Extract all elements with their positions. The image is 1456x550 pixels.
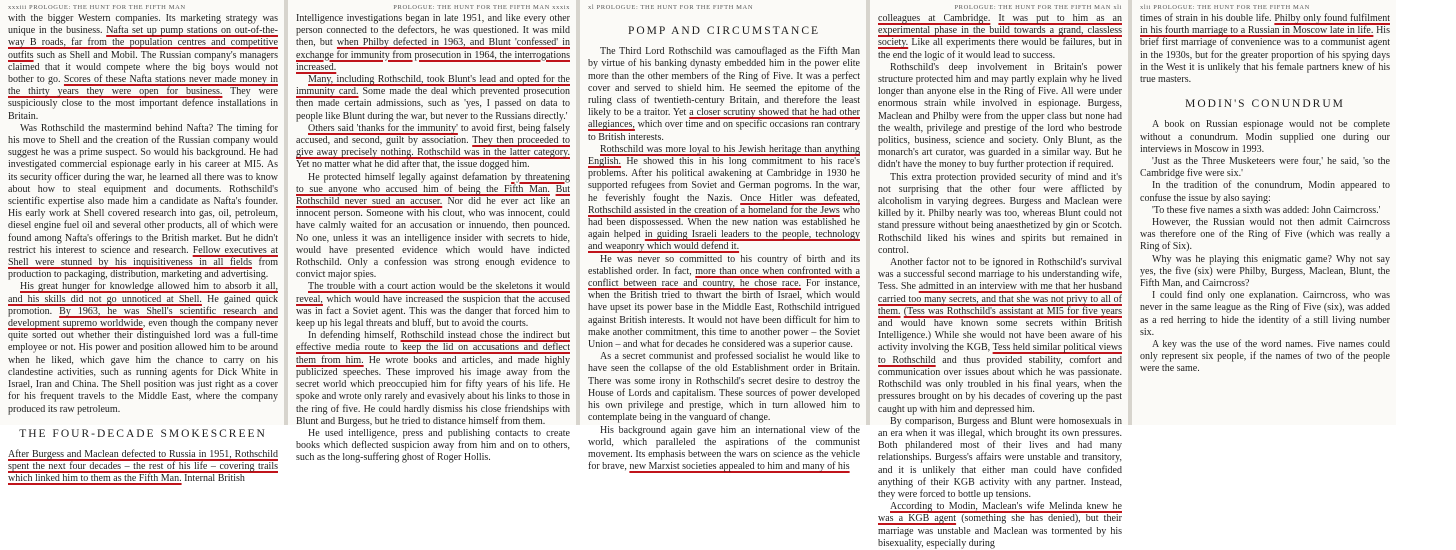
paragraph [1140, 205, 1390, 217]
text-run: His brief first marriage of convenience was to a communist agent in the 1930s, but for the greater proportion of his spying days in the West it is unlikely that his female partners knew of his true masters. [1140, 25, 1390, 86]
running-header: xxxiii PROLOGUE: THE HUNT FOR THE FIFTH MAN [8, 4, 186, 11]
page-xli [870, 0, 1128, 549]
paragraph [878, 257, 1122, 416]
paragraph [8, 13, 278, 123]
paragraph [1140, 119, 1390, 156]
text-run: As a secret communist and professed socialist he would like to have seen the collapse of the old Establishment order in Britain. There was some irony in Rothschild's secret desire to destroy the House of Lords and capitalism. These sources of power developed his own privilege and prestige, which in turn allowed him to contemplate being in the vanguard of change. [588, 351, 860, 424]
text-run: The Third Lord Rothschild was camouflaged as the Fifth Man by virtue of his banking dynasty embedded him in the power elite more than the other members of the Ring of Five. It was a perfect cover and served to shield him. He seemed the epitome of the ruling class of twentieth-century Britain, and therefore the least likely to be a traitor. Yet [588, 46, 860, 119]
text-run: In defending himself, [308, 330, 401, 342]
underlined-passage: His great hunger for knowledge allowed him to absorb it all, and his skills did not go unnoticed at Shell. [8, 281, 278, 305]
text-run: such as Shell and Mobil. The Russian company's managers claimed that it would compete where the big boys would not bother to go. [8, 49, 278, 86]
underlined-passage: Fellow executives at Shell were stunned by his inquisitiveness in all fields [8, 244, 278, 269]
underlined-passage: The trouble with a court action would be the skeletons it would reveal, [296, 281, 570, 305]
text-run: , even though the company never quite sorted out whether their distinguished lord was a full-time employee or not. His power and position allowed him to be around when he liked, which gave him the chance to carry on his clandestine activities, such as running agents for Dick White in Israel, Iran and China. The Shell position was just right as a cover for his frequent travels to the Middle East, where the company produced its raw petroleum. [8, 318, 279, 415]
page-text [878, 13, 1122, 550]
underlined-passage: admitted in an interview with me that her husband carried too many secrets, and that she was not privy to all of them. [878, 281, 1123, 317]
text-run: Rothschild's deep involvement in Britain's power structure protected him and may partly explain why he lived longer than anyone else in the Ring of Five. All were under enormous strain while involved in espionage. Burgess, Maclean and Philby were from the upper class but none had the wealth, privilege and prestige of the lord who bestrode politics, business, science and society. Only Blunt, as the monarch's art curator, was guarded in a similar way. But he didn't have the money to buy further protection if required. [878, 61, 1122, 171]
section-heading: POMP AND CIRCUMSTANCE [627, 25, 821, 37]
text-run: (something she has denied), but their marriage was unstable and Maclean was tormented by his bisexuality, especially during [878, 513, 1122, 549]
paragraph [878, 416, 1122, 501]
paragraph [1140, 254, 1390, 291]
paragraph [296, 428, 570, 465]
text-run: A key was the use of the word names. Five names could only represent six people, if the names of two of the people were the same. [1140, 339, 1390, 375]
text-run: Yet no matter what he did after that, the issue dogged him. [296, 159, 530, 171]
underlined-passage: By 1963, he was Shell's scientific research and development supremo worldwide [8, 305, 278, 330]
text-run: He was never so committed to his country of birth and its established order. In fact, [588, 253, 860, 277]
text-run: and thus provided stability, comfort and communication over issues about which he was passionate. Rothschild was only troubled in his final years, when the pressures brought on by his decades of covering up the past caught up with him and depressed him. [878, 354, 1122, 415]
section-heading: THE FOUR-DECADE SMOKESCREEN [19, 427, 267, 440]
text-run: from production to packaging, distribution, marketing and advertising. [8, 257, 278, 281]
paragraph [588, 144, 860, 254]
paragraph [878, 172, 1122, 257]
paragraph [588, 425, 860, 474]
text-run: Intelligence investigations began in late 1951, and like every other person connected to the defectors, he was questioned. It was mild then, but [296, 13, 570, 49]
page-xlii [1132, 0, 1396, 425]
running-header: xl PROLOGUE: THE HUNT FOR THE FIFTH MAN [588, 4, 754, 11]
underlined-passage: by threatening to sue anyone who accused him of being the Fifth Man. [296, 171, 571, 195]
underlined-passage: After Burgess and Maclean defected to Russia in 1951, Rothschild spent the next four decades – the rest of his life – covering trails which linked him to them as the Fifth Man. [8, 448, 278, 485]
paragraph [878, 62, 1122, 172]
paragraph [1140, 13, 1390, 86]
underlined-passage: more than once when confronted with a conflict between race and country, he chose race. [588, 265, 860, 290]
page-text [1140, 13, 1390, 376]
text-run: with the bigger Western companies. Its marketing strategy was unique in the business. [8, 13, 278, 37]
text-run: Internal British [181, 473, 245, 485]
underlined-passage: According to Modin, Maclean's wife Melinda knew he was a KGB agent [878, 501, 1122, 525]
paragraph [8, 123, 278, 282]
paragraph [1140, 217, 1390, 254]
text-run: He showed this in his long commitment to his race's problems. After his political awakening at Cambridge in 1930 he supported refugees from Soviet and German pogroms. In the war, he feverishly fought the Nazis. [588, 156, 860, 204]
text-run: 'Just as the Three Musketeers were four,' he said, 'so the Cambridge five were six.' [1140, 156, 1390, 180]
paragraph [1140, 156, 1390, 180]
text-run: Another factor not to be ignored in Rothschild's survival was a successful second marriage to his understanding wife, Tess. She [878, 257, 1122, 293]
underlined-passage: colleagues at Cambridge. [878, 13, 991, 24]
underlined-passage: Others said 'thanks for the immunity' [308, 122, 458, 134]
section-heading: MODIN'S CONUNDRUM [1185, 98, 1345, 111]
paragraph [8, 449, 278, 486]
underlined-passage: Scores of these Nafta stations never made money in the thirty years they were open for business. [8, 74, 278, 98]
underlined-passage: It was put to him as an experimental phase in the build towards a grand, classless society. [878, 13, 1122, 49]
underlined-passage: new Marxist societies appealed to him and many of his [629, 461, 850, 473]
text-run: Like all experiments there would be failures, but in the end the logic of it would lead to success. [878, 37, 1122, 61]
underlined-passage: Rothschild instead chose the indirect but effective media route to keep the lid on accusations and deflect them from him. [296, 330, 571, 366]
underlined-passage: a closer scrutiny showed that he had other allegiances, [588, 107, 860, 131]
underlined-passage: (Tess was Rothschild's assistant at MI5 for five years [903, 305, 1122, 317]
paragraph [588, 351, 860, 424]
underlined-passage: But Rothschild never sued an accuser. [296, 183, 571, 208]
text-run: Some made the deal which prevented prosecution then made certain admissions, such as 'yes, I passed on data to people like Blunt during the war, but never to the Russians directly.' [296, 86, 570, 122]
paragraph [8, 281, 278, 415]
paragraph [296, 123, 570, 172]
paragraph [878, 13, 1122, 62]
paragraph [878, 501, 1122, 550]
underlined-passage: in guiding Israeli leaders to the people, technology and weaponry which would defend it. [588, 229, 860, 253]
text-run: In the tradition of the conundrum, Modin appeared to confuse the issue by also saying: [1140, 180, 1390, 204]
underlined-passage: Tess held similar political views to Rothschild [878, 342, 1122, 366]
text-run: His background again gave him an international view of the world, which paralleled the aspirations of the communist movement. Its emphasis between the wars on science as the vehicle for brave, [588, 424, 860, 473]
text-run: Nor did he ever act like an innocent person. Someone with his clout, who was innocent, could have calmly waited for an accusation or innuendo, then pounced. No one, unless it was an intelligence insider with secrets to hide, would have presented evidence which would have indicted Rothschild. Only a confession was strong enough evidence to convict major spies. [296, 196, 570, 281]
page-xxxix [288, 0, 576, 464]
paragraph [1140, 339, 1390, 376]
underlined-passage: They then proceeded to give away precisely nothing. Rothschild was in the latter category. [296, 135, 570, 159]
page-text [296, 13, 570, 465]
text-run: which would have increased the suspicion that the accused was in fact a Soviet agent. This was the danger that forced him to keep up his legal threats and bluff, but to avoid the courts. [296, 293, 570, 330]
paragraph [1140, 290, 1390, 339]
running-header: PROLOGUE: THE HUNT FOR THE FIFTH MAN xxxix [393, 4, 570, 11]
text-run: He gained quick promotion. [8, 293, 278, 317]
paragraph [296, 74, 570, 123]
underlined-passage: Once Hitler was defeated, Rothschild assisted in the creation of a homeland for the Jews [588, 192, 860, 216]
running-header: xlii PROLOGUE: THE HUNT FOR THE FIFTH MAN [1140, 4, 1310, 11]
paragraph [588, 254, 860, 352]
underlined-passage: Rothschild was more loyal to his Jewish heritage than anything English. [588, 143, 860, 168]
text-run: This extra protection provided security of mind and it's not surprising that the other four were afflicted by alcoholism in varying degrees. Burgess and Maclean were killed by it. Philby nearly was too, whereas Blunt could not stand pressure without being anaesthetized by gin or Scotch. Rothschild liked his wines and spirits but remained in control. [878, 171, 1122, 256]
text-run: A book on Russian espionage would not be complete without a conundrum. Modin supplied one during our interviews in Moscow in 1993. [1140, 119, 1390, 155]
text-run: He wrote books and articles, and made highly publicized speeches. These improved his image away from the secret world which preoccupied him for fifty years of his life. He spoke and wrote only rarely and evasively about his links to those in the ring of five. He could hardly dismiss his close friendships with Blunt and Burgess, but he tried to distance himself from them. [296, 354, 570, 427]
text-run: He protected himself legally against defamation [308, 171, 512, 183]
text-run: who had been dispossessed. When the new nation was established he again helped [588, 204, 860, 241]
text-run: which over time and on specific occasions ran contrary to British interests. [588, 119, 860, 143]
text-run: I could find only one explanation. Cairncross, who was never in the same league as the Ring of Five (six), was added as a red herring to hide the identity of a still living number six. [1140, 290, 1390, 338]
text-run: Was Rothschild the mastermind behind Nafta? The timing for his move to Shell and the creation of the Russian company would suggest he was a prime suspect. So would his background. He had investigated commercial espionage early in his career at MI5. As its security officer during the war, he learned all there was to know about how to steal equipment and documents. Rothschild's scientific expertise also made him a candidate as Nafta's founder. His early work at Shell covered research into gas, oil, petroleum, diesel engine fuel oil and several other products, all of which were found among Nafta's offerings to the British market. But he didn't restrict his interest to science and research. [8, 122, 278, 256]
paragraph [296, 13, 570, 74]
page-xl [580, 0, 866, 473]
paragraph [1140, 180, 1390, 204]
paragraph [296, 172, 570, 282]
text-run: and would have known some secrets within British Intelligence.) While she would not have been aware of his activity involving the KGB, [878, 318, 1122, 354]
text-run: They were suspiciously close to the most important defence installations in Britain. [8, 86, 278, 122]
text-run: For instance, when the British tried to thwart the birth of Israel, which would have upset its power base in the Middle East, Rothschild intrigued against British interests. It would not have been difficult for him to make another commitment, this time to another power – the Soviet Union – and what for decades he considered was a superior cause. [588, 278, 860, 351]
paragraph [296, 330, 570, 428]
page-text [8, 13, 278, 486]
page-text [588, 25, 860, 473]
paragraph [296, 281, 570, 330]
text-run: He used intelligence, press and publishing contacts to create books which deflected suspicion away from him and on to others, such as the long-suffering ghost of Roger Hollis. [296, 427, 570, 464]
underlined-passage: Nafta set up pump stations on out-of-the-way B roads, far from the population centres and competitive outfits [8, 25, 279, 61]
text-run: times of strain in his double life. [1140, 13, 1275, 24]
text-run: By comparison, Burgess and Blunt were homosexuals in an era when it was illegal, which brought its own pressures. Both philandered most of their lives and had many relationships. Burgess's affairs were unstable and transitory, and it is unlikely that either man could have confided anything of their KGB activity with any partner. Instead, they were forced to bottle up tensions. [878, 415, 1122, 500]
running-header: PROLOGUE: THE HUNT FOR THE FIFTH MAN xli [954, 4, 1122, 11]
underlined-passage: when Philby defected in 1963, and Blunt 'confessed' in exchange for immunity from prosecution in 1964, the interrogations increased. [296, 37, 570, 73]
page-xxxviii [0, 0, 284, 485]
underlined-passage: Philby only found fulfilment in his fourth marriage to a Russian in Moscow late in life. [1140, 13, 1390, 37]
underlined-passage: Many, including Rothschild, took Blunt's lead and opted for the immunity card. [296, 74, 570, 98]
paragraph [588, 46, 860, 144]
text-run: Why was he playing this enigmatic game? Why not say yes, the five (six) were Philby, Burgess, Maclean, Blunt, the Fifth Man, and Cairncross? [1140, 253, 1390, 290]
text-run: to avoid first, being falsely accused, and second, guilt by association. [296, 122, 570, 147]
text-run: 'To these five names a sixth was added: John Cairncross.' [1152, 204, 1381, 216]
text-run: However, the Russian would not then admit Cairncross was therefore one of the Ring of Five (which was really a Ring of Six). [1140, 217, 1390, 253]
